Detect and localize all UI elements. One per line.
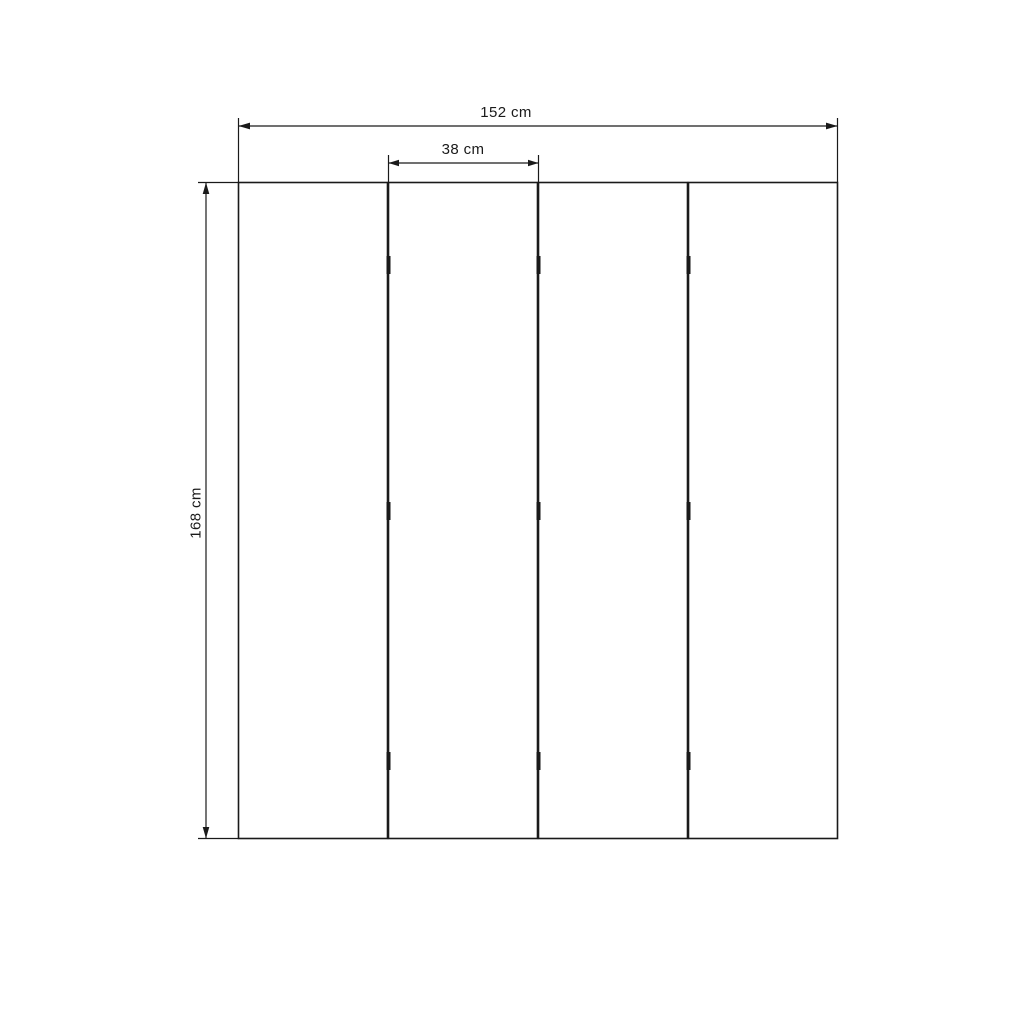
arrow-bottom-height [203, 827, 210, 839]
total-width-label: 152 cm [480, 104, 532, 121]
arrow-right-total [826, 123, 838, 130]
arrow-left-panel [389, 160, 400, 166]
arrow-left-total [239, 123, 251, 130]
arrow-right-panel [528, 160, 539, 166]
panel-2 [389, 183, 538, 839]
panel-width-label: 38 cm [441, 141, 485, 158]
dimension-panel-width [389, 155, 539, 183]
height-label: 168 cm [187, 487, 205, 539]
panel-4 [689, 183, 838, 839]
panel-1 [239, 183, 388, 839]
arrow-top-height [203, 183, 210, 195]
panel-3 [539, 183, 688, 839]
